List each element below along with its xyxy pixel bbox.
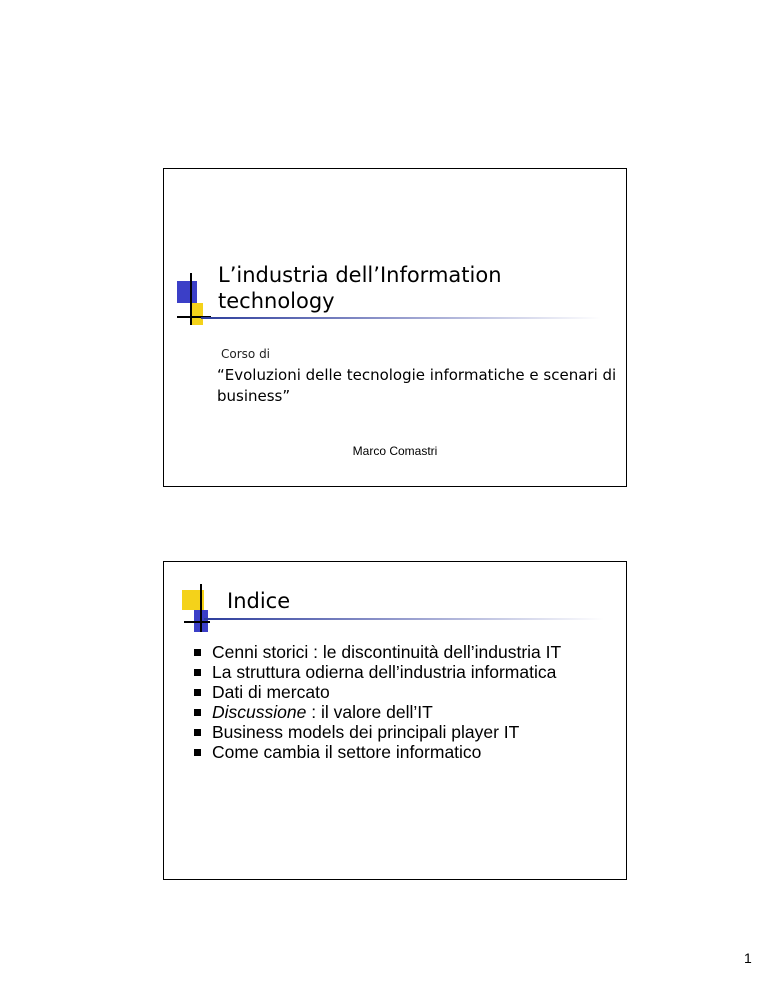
index-list <box>182 642 622 762</box>
bullet-icon <box>194 729 201 736</box>
course-label: Corso di <box>221 347 271 361</box>
list-item: Business models dei principali player IT <box>182 722 622 742</box>
list-item: La struttura odierna dell’industria informatica <box>182 662 622 682</box>
page-number: 1 <box>744 950 752 966</box>
bullet-icon <box>194 689 201 696</box>
list-item: Discussione : il valore dell’IT <box>182 702 622 722</box>
list-item: Cenni storici : le discontinuità dell’industria IT <box>182 642 622 662</box>
bullet-icon <box>194 669 201 676</box>
slide-index <box>163 561 627 880</box>
list-item: Dati di mercato <box>182 682 622 702</box>
author-name: Marco Comastri <box>352 444 438 458</box>
slide-logo-icon <box>177 281 213 329</box>
slide-title-text: L’industria dell’Information technology <box>218 263 502 313</box>
title-rule <box>204 618 604 620</box>
bullet-icon <box>194 709 201 716</box>
title-rule <box>201 317 601 319</box>
bullet-icon <box>194 649 201 656</box>
slide-logo-icon <box>182 590 216 636</box>
list-item: Come cambia il settore informatico <box>182 742 622 762</box>
slide-title-text: Indice <box>227 589 291 613</box>
slide-title <box>163 168 627 487</box>
course-name: “Evoluzioni delle tecnologie informatiche e scenari di business” <box>217 366 617 405</box>
bullet-icon <box>194 749 201 756</box>
